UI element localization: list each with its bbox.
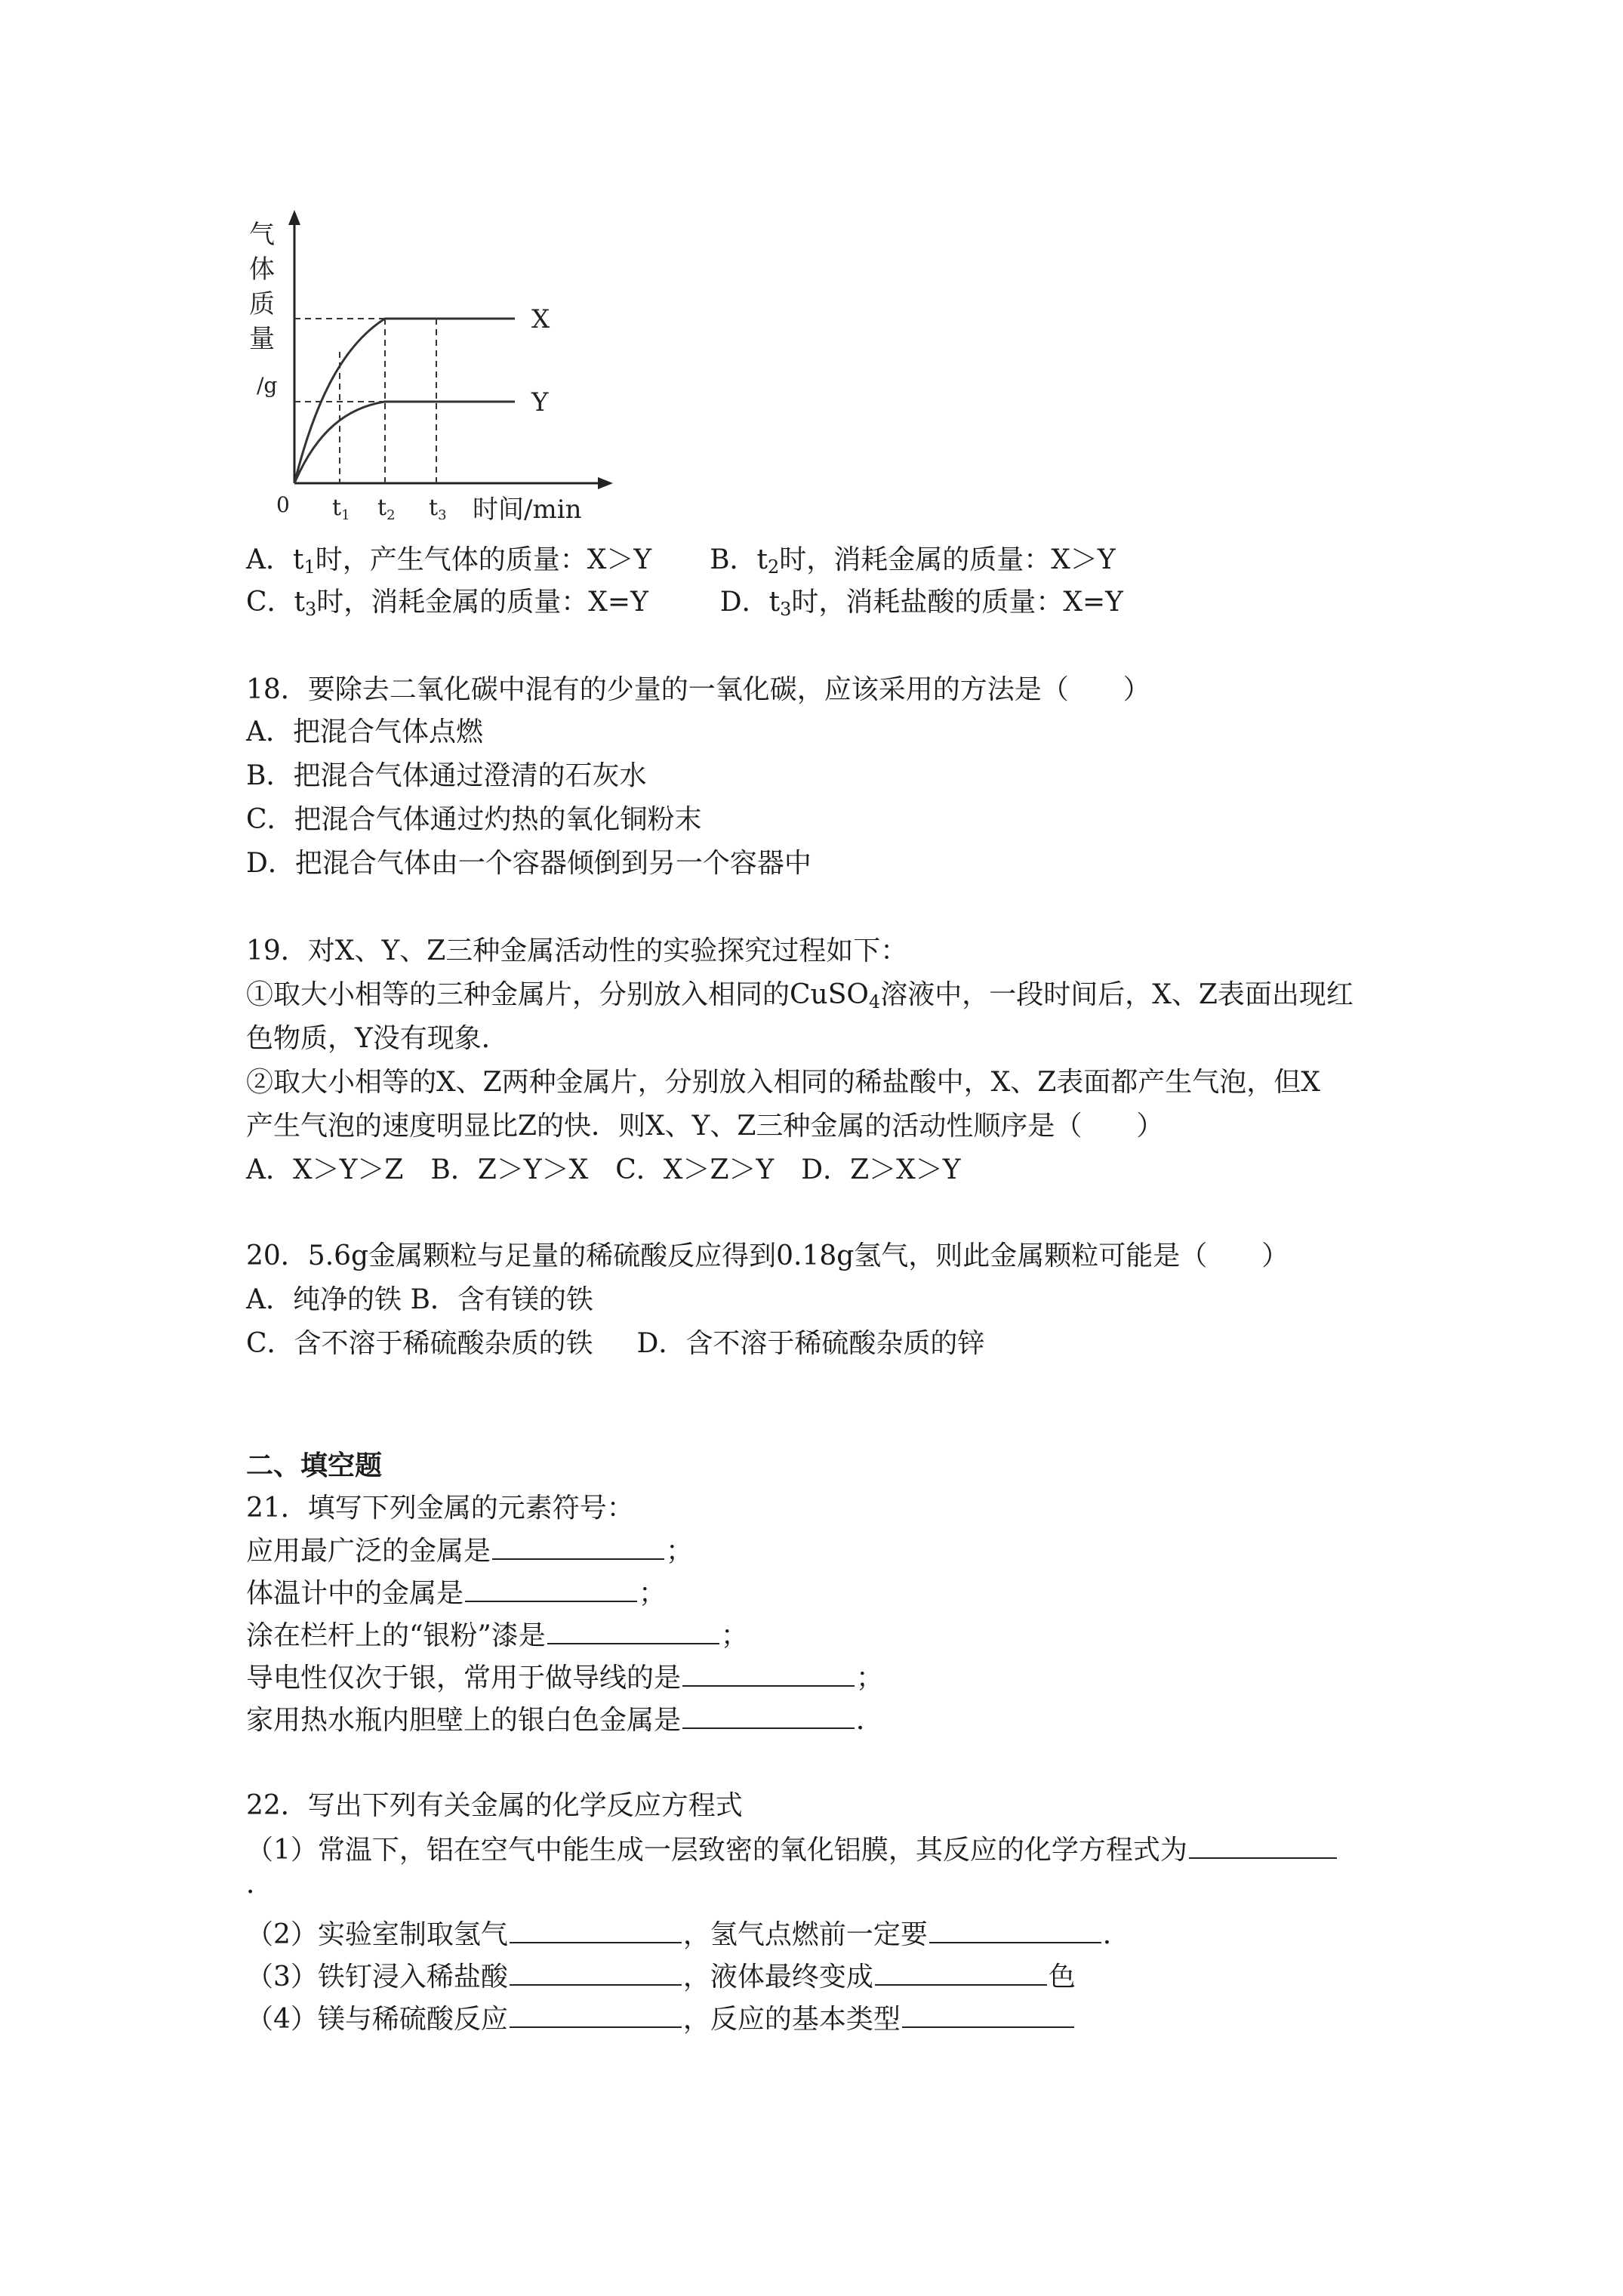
tick-t3: $t_3$ bbox=[429, 495, 447, 523]
q21-item-4: 导电性仅次于银，常用于做导线的是 ； bbox=[246, 1663, 884, 1693]
tick-t1: $t_1$ bbox=[332, 495, 350, 523]
q19-step1-cont: 色物质，Y没有现象． bbox=[246, 1023, 509, 1054]
answer-blank[interactable] bbox=[510, 1960, 682, 1986]
y-axis-label-1: 气 bbox=[249, 220, 275, 250]
q21-item-2: 体温计中的金属是 ； bbox=[246, 1578, 667, 1609]
answer-blank[interactable] bbox=[510, 1918, 682, 1943]
q18-stem: 18．要除去二氧化碳中混有的少量的一氧化碳，应该采用的方法是（ ） bbox=[246, 674, 1150, 705]
q22-part-3: （3）铁钉浸入稀盐酸 ，液体最终变成 色 bbox=[246, 1962, 1076, 1992]
q19-step2-cont: 产生气泡的速度明显比Z的快．则X、Y、Z三种金属的活动性顺序是（ ） bbox=[246, 1111, 1164, 1142]
answer-blank[interactable] bbox=[902, 2002, 1074, 2028]
q22-stem: 22．写出下列有关金属的化学反应方程式 bbox=[246, 1790, 743, 1821]
q22-part-1-end: ． bbox=[246, 1869, 274, 1900]
answer-blank[interactable] bbox=[682, 1661, 855, 1687]
origin-label: 0 bbox=[276, 492, 290, 517]
q20-options-cd bbox=[246, 1327, 984, 1361]
q17-option-d: D．$t_3$时，消耗盐酸的质量：X=Y bbox=[719, 587, 1123, 620]
q19-stem: 19．对X、Y、Z三种金属活动性的实验探究过程如下： bbox=[246, 935, 908, 966]
x-axis-arrow bbox=[598, 477, 613, 489]
q19-step1: ①取大小相等的三种金属片，分别放入相同的CuSO$_4$溶液中，一段时间后，X、Z表面出现红 bbox=[246, 979, 1354, 1012]
curve-y-label: Y bbox=[531, 387, 549, 418]
answer-blank[interactable] bbox=[547, 1619, 719, 1644]
y-axis-label-4: 量 bbox=[249, 324, 275, 354]
q19-step2: ②取大小相等的X、Z两种金属片，分别放入相同的稀盐酸中，X、Z表面都产生气泡，但X bbox=[246, 1067, 1320, 1098]
q17-option-b: B．$t_2$时，消耗金属的质量：X＞Y bbox=[710, 544, 1116, 578]
curve-y bbox=[294, 402, 515, 483]
q20-option-d: D．含不溶于稀硫酸杂质的锌 bbox=[636, 1328, 985, 1359]
answer-blank[interactable] bbox=[929, 1918, 1101, 1943]
q20-stem: 20．5.6g金属颗粒与足量的稀硫酸反应得到0.18g氢气，则此金属颗粒可能是（ ） bbox=[246, 1240, 1289, 1271]
q17-option-c: C．$t_3$时，消耗金属的质量：X=Y bbox=[246, 587, 648, 620]
curve-x-label: X bbox=[531, 304, 550, 334]
x-axis-label: 时间/min bbox=[473, 495, 582, 525]
q21-item-3: 涂在栏杆上的“银粉”漆是 ； bbox=[246, 1620, 748, 1651]
q17-options-row1 bbox=[246, 544, 1116, 577]
q18-option-a: A．把混合气体点燃 bbox=[246, 717, 483, 747]
answer-blank[interactable] bbox=[465, 1576, 637, 1602]
answer-blank[interactable] bbox=[875, 1960, 1047, 1986]
q17-option-a: A．$t_1$时，产生气体的质量：X＞Y bbox=[246, 544, 652, 578]
q20-options-ab: A．纯净的铁 B．含有镁的铁 bbox=[246, 1284, 593, 1315]
gas-mass-time-graph bbox=[242, 204, 634, 536]
q17-options-row2 bbox=[246, 586, 1123, 619]
q21-item-5: 家用热水瓶内胆壁上的银白色金属是 ． bbox=[246, 1705, 884, 1736]
answer-blank[interactable] bbox=[682, 1703, 855, 1729]
tick-t2: $t_2$ bbox=[377, 495, 396, 523]
q19-options: A．X＞Y＞Z B．Z＞Y＞X C．X＞Z＞Y D．Z＞X＞Y bbox=[246, 1154, 961, 1185]
section-title: 二、填空题 bbox=[246, 1450, 383, 1481]
q22-part-1: （1）常温下，铝在空气中能生成一层致密的氧化铝膜，其反应的化学方程式为 bbox=[246, 1833, 1338, 1867]
answer-blank[interactable] bbox=[1189, 1833, 1337, 1859]
q18-option-c: C．把混合气体通过灼热的氧化铜粉末 bbox=[246, 804, 702, 835]
y-axis-label-2: 体 bbox=[249, 254, 275, 285]
y-axis-label-5: /g bbox=[257, 373, 278, 398]
y-axis-arrow bbox=[288, 210, 300, 225]
q20-option-c: C．含不溶于稀硫酸杂质的铁 bbox=[246, 1328, 593, 1359]
q18-option-b: B．把混合气体通过澄清的石灰水 bbox=[246, 760, 647, 791]
q21-stem: 21．填写下列金属的元素符号： bbox=[246, 1493, 634, 1524]
q21-item-1: 应用最广泛的金属是 ； bbox=[246, 1536, 694, 1567]
answer-blank[interactable] bbox=[510, 2002, 682, 2028]
answer-blank[interactable] bbox=[492, 1534, 664, 1560]
q22-part-2: （2）实验室制取氢气 ，氢气点燃前一定要 ． bbox=[246, 1919, 1130, 1950]
q22-part-4: （4）镁与稀硫酸反应 ，反应的基本类型 bbox=[246, 2002, 1076, 2036]
y-axis-label-3: 质 bbox=[249, 289, 275, 319]
q18-option-d: D．把混合气体由一个容器倾倒到另一个容器中 bbox=[246, 848, 812, 879]
